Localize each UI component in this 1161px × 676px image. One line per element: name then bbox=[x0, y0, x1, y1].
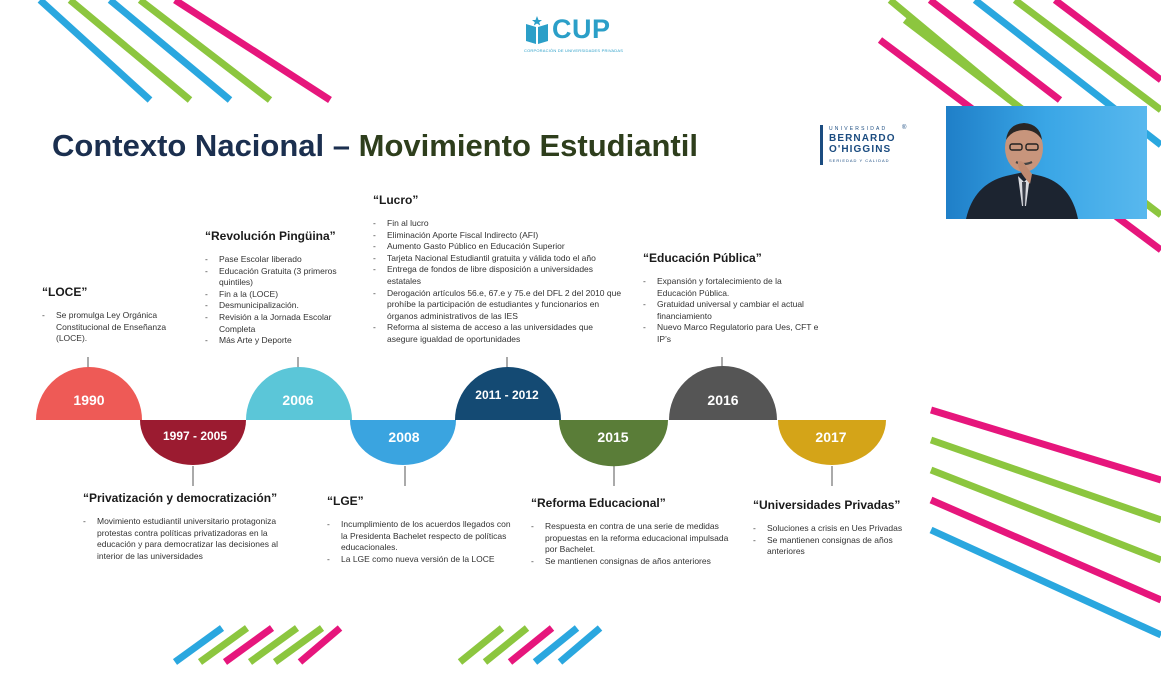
event-title: “Revolución Pingüina” bbox=[205, 229, 336, 243]
event-item: - Nuevo Marco Regulatorio para Ues, CFT e IP’s bbox=[643, 322, 823, 345]
event-item: - Desmunicipalización. bbox=[205, 300, 355, 312]
logo-line2: BERNARDO O'HIGGINS bbox=[829, 133, 896, 155]
event-item: - Movimiento estudiantil universitario protagoniza protestas contra políticas privatizadoras en la educación y para democratizar las decisiones al interior de las universidades bbox=[83, 516, 293, 562]
event-item: - Reforma al sistema de acceso a las universidades que asegure igualdad de oportunidades bbox=[373, 322, 623, 345]
year-1997-2005: 1997 - 2005 bbox=[162, 429, 228, 443]
event-title: “LGE” bbox=[327, 494, 364, 508]
event-item: - Gratuidad universal y cambiar el actual financiamiento bbox=[643, 299, 823, 322]
event-list bbox=[42, 310, 182, 345]
title-dash: – bbox=[332, 128, 351, 163]
event-list bbox=[205, 254, 355, 347]
event-item: - Pase Escolar liberado bbox=[205, 254, 355, 266]
event-title: “Educación Pública” bbox=[643, 251, 762, 265]
logo-name: CUP bbox=[552, 14, 611, 44]
event-item: - Entrega de fondos de libre disposición a universidades estatales bbox=[373, 264, 623, 287]
event-item: - Tarjeta Nacional Estudiantil gratuita y válida todo el año bbox=[373, 253, 623, 265]
logo-line1: UNIVERSIDAD bbox=[829, 126, 888, 132]
logo-tagline: SERIEDAD Y CALIDAD bbox=[829, 158, 890, 163]
event-item: - Eliminación Aporte Fiscal Indirecto (AFI) bbox=[373, 230, 623, 242]
registered-mark: ® bbox=[902, 125, 907, 131]
event-reforma bbox=[531, 496, 731, 567]
event-privatizacion bbox=[83, 491, 293, 562]
event-item: - Respuesta en contra de una serie de medidas propuestas en la reforma educacional impulsada por Bachelet. bbox=[531, 521, 731, 556]
year-2016: 2016 bbox=[707, 392, 739, 408]
event-title: “Universidades Privadas” bbox=[753, 498, 901, 512]
event-item: - Fin al lucro bbox=[373, 218, 623, 230]
event-item: - Se mantienen consignas de años anteriores bbox=[531, 556, 731, 568]
logo-subtitle: CORPORACIÓN DE UNIVERSIDADES PRIVADAS bbox=[524, 48, 624, 53]
event-item: - Más Arte y Deporte bbox=[205, 335, 355, 347]
event-item: - Revisión a la Jornada Escolar Completa bbox=[205, 312, 355, 335]
year-1990: 1990 bbox=[73, 392, 105, 408]
event-pinguina bbox=[205, 229, 355, 347]
event-item: - Se promulga Ley Orgánica Constitucional de Enseñanza (LOCE). bbox=[42, 310, 182, 345]
event-item: - Derogación artículos 56.e, 67.e y 75.e del DFL 2 del 2010 que prohíbe la participación de estudiantes y funcionarios en órganos administrativos de las IES bbox=[373, 288, 623, 323]
event-item: - La LGE como nueva versión de la LOCE bbox=[327, 554, 512, 566]
event-list bbox=[83, 516, 293, 562]
event-title: “Privatización y democratización” bbox=[83, 491, 278, 505]
title-part1: Contexto Nacional bbox=[52, 128, 325, 163]
title-part2: Movimiento Estudiantil bbox=[358, 128, 698, 163]
event-item: - Expansión y fortalecimiento de la Educación Pública. bbox=[643, 276, 823, 299]
event-item: - Aumento Gasto Público en Educación Superior bbox=[373, 241, 623, 253]
year-2008: 2008 bbox=[388, 429, 420, 445]
event-item: - Se mantienen consignas de años anteriores bbox=[753, 535, 918, 558]
event-item: - Educación Gratuita (3 primeros quintiles) bbox=[205, 266, 355, 289]
event-privadas bbox=[753, 498, 918, 558]
year-2006: 2006 bbox=[282, 392, 314, 408]
event-item: - Incumplimiento de los acuerdos llegados con la Presidenta Bachelet respecto de políticas educacionales. bbox=[327, 519, 512, 554]
event-lge bbox=[327, 494, 512, 565]
event-loce bbox=[42, 285, 182, 345]
event-item: - Soluciones a crisis en Ues Privadas bbox=[753, 523, 918, 535]
event-list bbox=[643, 276, 823, 346]
event-title: “Lucro” bbox=[373, 193, 419, 207]
event-list bbox=[327, 519, 512, 565]
event-publica bbox=[643, 251, 823, 346]
event-title: “Reforma Educacional” bbox=[531, 496, 666, 510]
event-list bbox=[531, 521, 731, 567]
event-title: “LOCE” bbox=[42, 285, 88, 299]
year-2011-2012: 2011 - 2012 bbox=[475, 388, 539, 402]
year-2015: 2015 bbox=[597, 429, 629, 445]
event-list bbox=[753, 523, 918, 558]
event-lucro bbox=[373, 193, 623, 346]
year-2017: 2017 bbox=[815, 429, 847, 445]
event-list bbox=[373, 218, 623, 346]
event-item: - Fin a la (LOCE) bbox=[205, 289, 355, 301]
